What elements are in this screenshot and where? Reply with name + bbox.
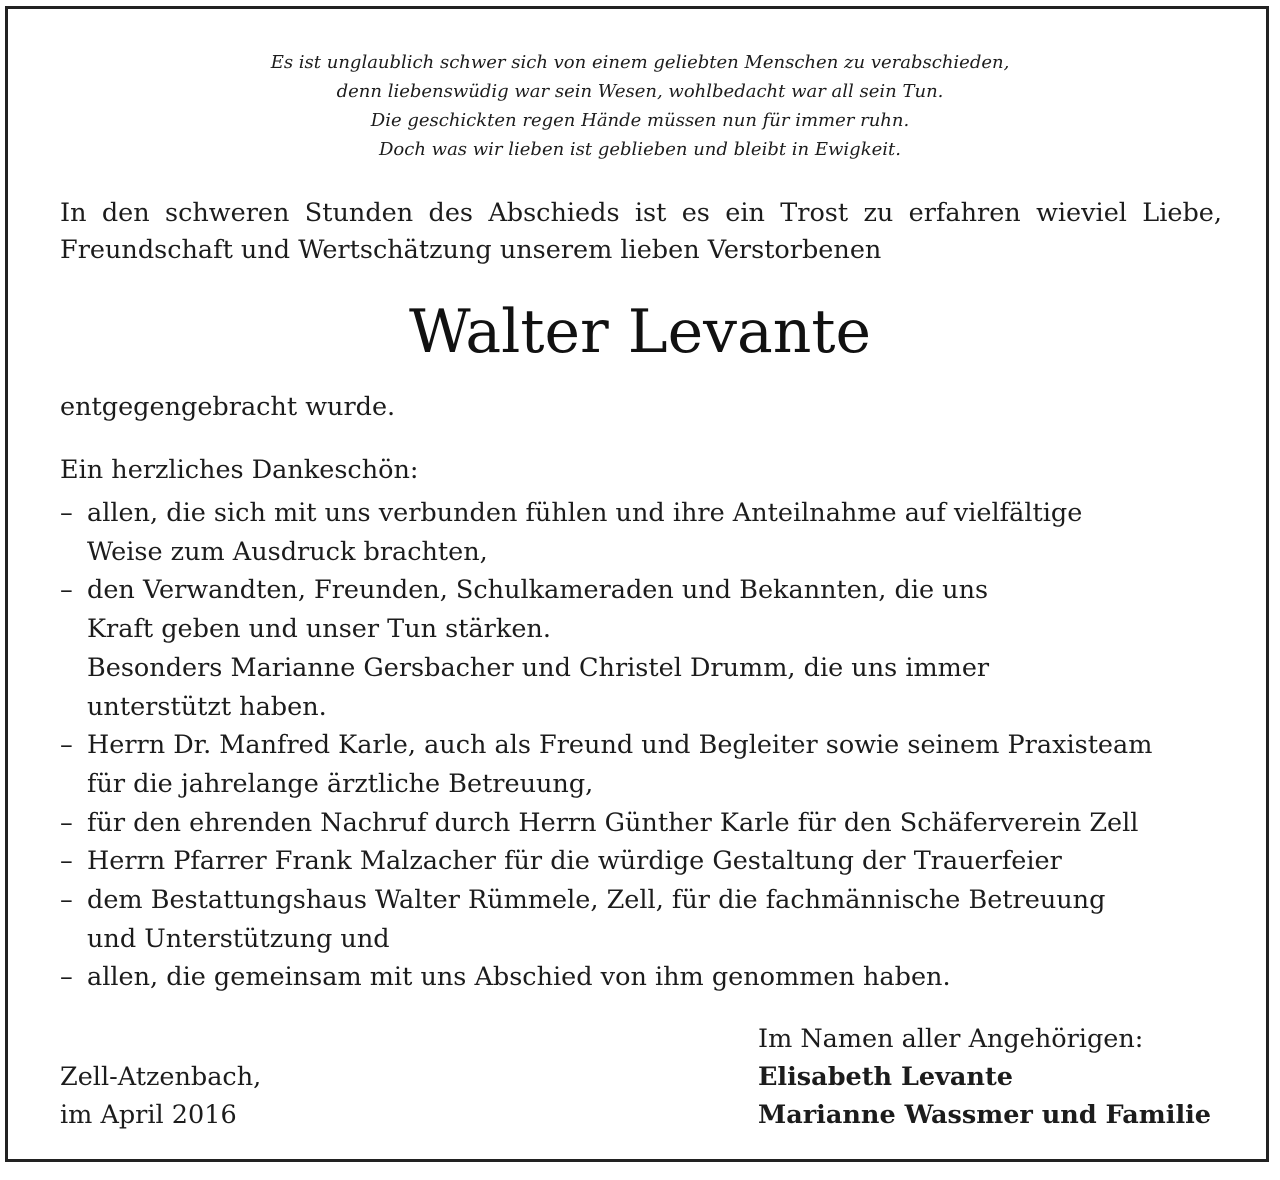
dash-marker: – xyxy=(60,807,73,838)
thanks-item-line: Herrn Pfarrer Frank Malzacher für die würdige Gestaltung der Trauerfeier xyxy=(87,846,1062,877)
dash-marker: – xyxy=(60,730,73,761)
signature-name: Marianne Wassmer und Familie xyxy=(758,1100,1212,1130)
poem-line: Es ist unglaublich schwer sich von einem geliebten Menschen zu verabschieden, xyxy=(270,52,1010,73)
thanks-item-line: dem Bestattungshaus Walter Rümmele, Zell, für die fachmännische Betreuung xyxy=(87,885,1106,916)
thanks-heading: Ein herzliches Dankeschön: xyxy=(60,455,419,485)
thanks-item-line: für den ehrenden Nachruf durch Herrn Günther Karle für den Schäferverein Zell xyxy=(87,807,1139,838)
thanks-item xyxy=(60,804,1250,843)
thanks-item xyxy=(60,881,1250,958)
poem-line: Die geschickten regen Hände müssen nun für immer ruhn. xyxy=(370,110,910,131)
thanks-item-line: den Verwandten, Freunden, Schulkameraden und Bekannten, die uns xyxy=(87,575,989,606)
dash-marker: – xyxy=(60,575,73,606)
signature-block xyxy=(758,1020,1211,1134)
after-name-text: entgegengebracht wurde. xyxy=(60,392,396,422)
dash-marker: – xyxy=(60,962,73,993)
thanks-item-line: Kraft geben und unser Tun stärken. xyxy=(87,614,551,645)
signature-name: Elisabeth Levante xyxy=(758,1062,1013,1092)
dash-marker: – xyxy=(60,846,73,877)
date: im April 2016 xyxy=(60,1100,237,1130)
signature-intro: Im Namen aller Angehörigen: xyxy=(758,1024,1144,1054)
poem-line: Doch was wir lieben ist geblieben und bleibt in Ewigkeit. xyxy=(379,139,901,160)
thanks-item xyxy=(60,494,1250,571)
place-date xyxy=(60,1058,261,1134)
thanks-item-line: Weise zum Ausdruck brachten, xyxy=(87,536,488,567)
dash-marker: – xyxy=(60,498,73,528)
poem xyxy=(0,48,1280,164)
thanks-item-line: für die jahrelange ärztliche Betreuung, xyxy=(87,768,594,799)
deceased-name: Walter Levante xyxy=(408,297,872,367)
dash-marker: – xyxy=(60,885,73,916)
thanks-item-line: Herrn Dr. Manfred Karle, auch als Freund und Begleiter sowie seinem Praxisteam xyxy=(87,730,1153,761)
thanks-item-line: allen, die gemeinsam mit uns Abschied von ihm genommen haben. xyxy=(87,962,951,993)
thanks-item-line: allen, die sich mit uns verbunden fühlen und ihre Anteilnahme auf vielfältige xyxy=(87,498,1083,528)
thanks-item-line: unterstützt haben. xyxy=(87,691,327,722)
thanks-item xyxy=(60,842,1250,881)
intro-paragraph: In den schweren Stunden des Abschieds ist es ein Trost zu erfahren wieviel Liebe, Freundschaft und Wertschätzung unserem lieben Verstorbenen xyxy=(60,198,1222,265)
thanks-item xyxy=(60,726,1250,803)
thanks-list xyxy=(60,494,1250,997)
thanks-item-line: und Unterstützung und xyxy=(87,923,390,954)
place: Zell-Atzenbach, xyxy=(60,1062,262,1092)
thanks-item xyxy=(60,958,1250,997)
thanks-item xyxy=(60,571,1250,726)
thanks-item-line: Besonders Marianne Gersbacher und Christel Drumm, die uns immer xyxy=(87,652,990,683)
poem-line: denn liebenswüdig war sein Wesen, wohlbedacht war all sein Tun. xyxy=(336,81,944,102)
